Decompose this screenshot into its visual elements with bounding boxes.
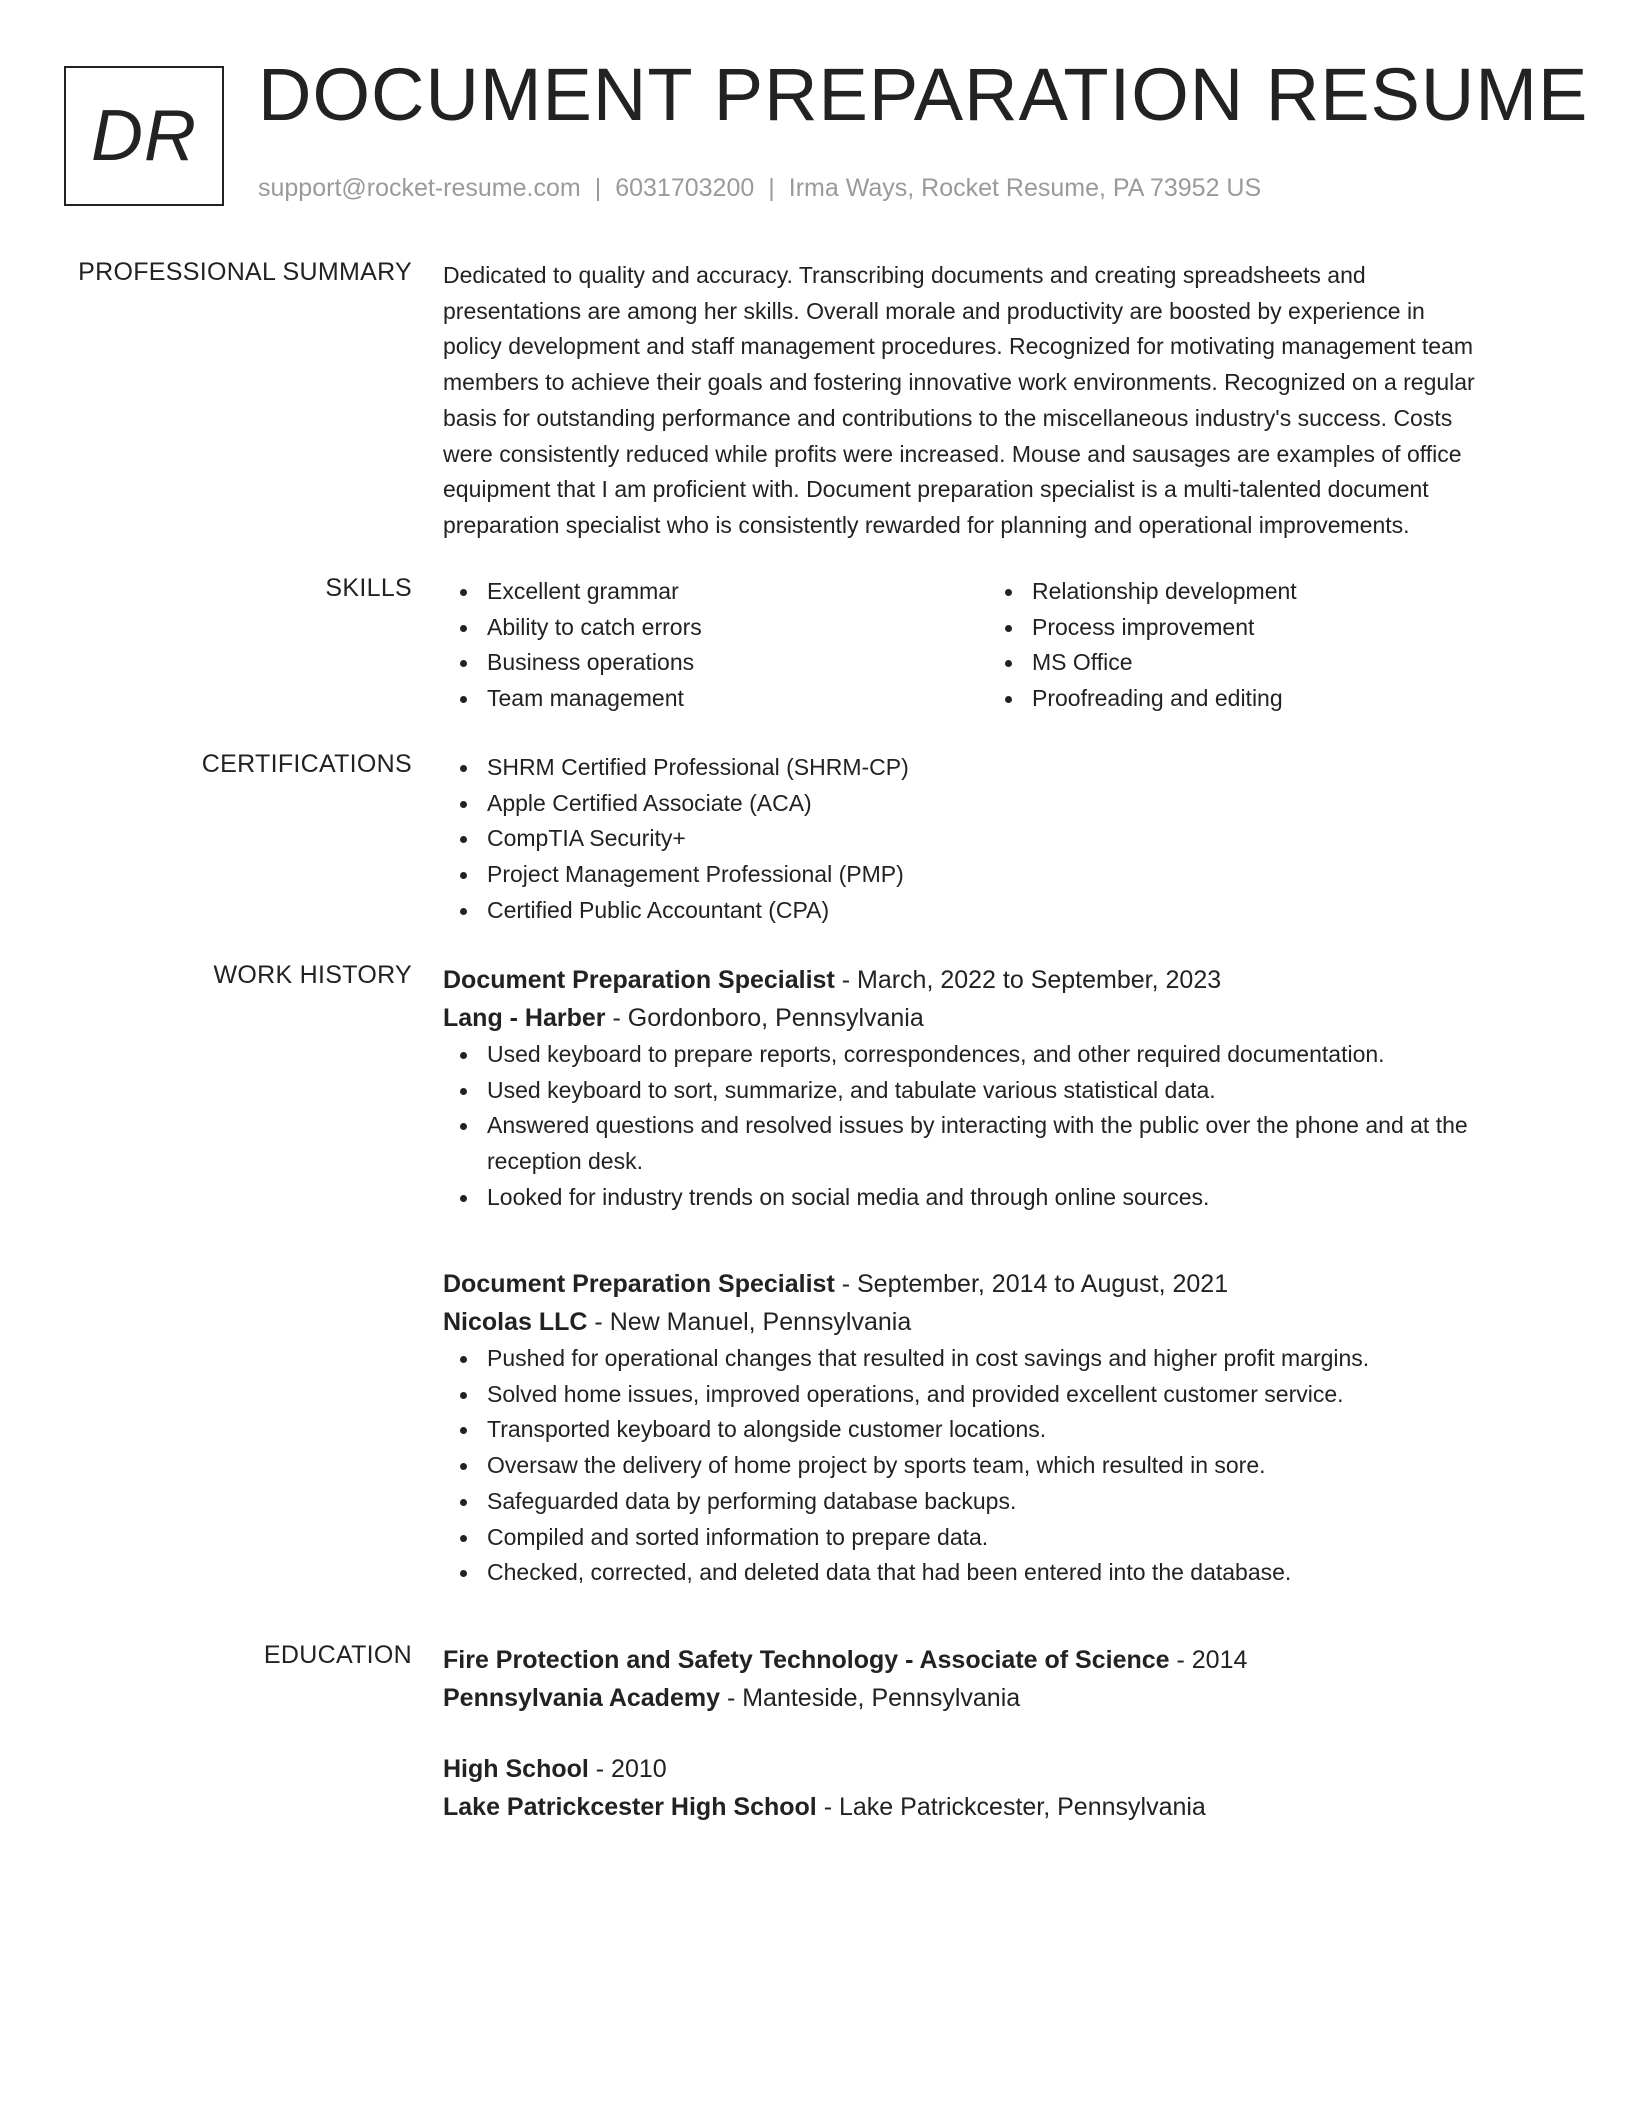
education-location: - Lake Patrickcester, Pennsylvania bbox=[816, 1793, 1206, 1821]
education-school: Pennsylvania Academy bbox=[443, 1684, 720, 1712]
job-duty: Pushed for operational changes that resulted in cost savings and higher profit margins. bbox=[443, 1341, 1553, 1377]
skill-item: Team management bbox=[443, 681, 988, 717]
education-degree-line bbox=[443, 1641, 1553, 1679]
education-entry bbox=[443, 1641, 1553, 1717]
job-title: Document Preparation Specialist bbox=[443, 966, 835, 994]
job-dates: - March, 2022 to September, 2023 bbox=[834, 966, 1222, 994]
education-degree: High School bbox=[443, 1755, 589, 1783]
education-school-line bbox=[443, 1788, 1553, 1826]
certifications-body bbox=[443, 750, 1553, 929]
section-label: CERTIFICATIONS bbox=[201, 750, 412, 778]
certification-item: SHRM Certified Professional (SHRM-CP) bbox=[443, 750, 1553, 786]
job-company: Nicolas LLC bbox=[443, 1308, 588, 1336]
contact-separator: | bbox=[594, 174, 602, 202]
job-duty: Used keyboard to sort, summarize, and tabulate various statistical data. bbox=[443, 1073, 1553, 1109]
contact-address: Irma Ways, Rocket Resume, PA 73952 US bbox=[788, 174, 1262, 202]
job-company-line bbox=[443, 999, 1553, 1037]
monogram-box bbox=[64, 66, 224, 206]
job-title: Document Preparation Specialist bbox=[443, 1270, 835, 1298]
job-duties-list bbox=[443, 1037, 1553, 1216]
summary-line: basis for outstanding performance and contributions to the miscellaneous industry's success. Costs bbox=[443, 404, 1453, 431]
skills-columns bbox=[443, 574, 1553, 717]
job-duties-list bbox=[443, 1341, 1553, 1591]
summary-line: preparation specialist who is consistently rewarded for planning and operational improvements. bbox=[443, 511, 1410, 538]
job-title-line bbox=[443, 1265, 1553, 1303]
job-duty: Looked for industry trends on social media and through online sources. bbox=[443, 1180, 1553, 1216]
summary-line: Dedicated to quality and accuracy. Transcribing documents and creating spreadsheets and bbox=[443, 262, 1366, 288]
contact-email: support@rocket-resume.com bbox=[258, 174, 581, 202]
skill-item: Proofreading and editing bbox=[988, 681, 1533, 717]
job-location: - New Manuel, Pennsylvania bbox=[587, 1308, 912, 1336]
job-duty: Compiled and sorted information to prepare data. bbox=[443, 1520, 1553, 1556]
summary-line: were consistently reduced while profits were increased. Mouse and sausages are examples of office bbox=[443, 440, 1462, 467]
job-duty: Answered questions and resolved issues by interacting with the public over the phone and at the reception desk. bbox=[443, 1108, 1553, 1179]
job-entry bbox=[443, 1265, 1553, 1591]
skill-item: Process improvement bbox=[988, 610, 1533, 646]
summary-line: policy development and staff management procedures. Recognized for motivating management team bbox=[443, 333, 1474, 360]
education-year: - 2010 bbox=[588, 1755, 667, 1783]
summary-line: members to achieve their goals and fostering innovative work environments. Recognized on a regular bbox=[443, 369, 1475, 396]
education-year: - 2014 bbox=[1169, 1646, 1248, 1674]
summary-text bbox=[443, 258, 1553, 544]
job-title-line bbox=[443, 961, 1553, 999]
summary-line: presentations are among her skills. Overall morale and productivity are boosted by experience in bbox=[443, 297, 1425, 324]
skills-list-right bbox=[988, 574, 1533, 717]
certification-item: CompTIA Security+ bbox=[443, 821, 1553, 857]
skill-item: Ability to catch errors bbox=[443, 610, 988, 646]
job-duty: Checked, corrected, and deleted data that had been entered into the database. bbox=[443, 1555, 1553, 1591]
certification-item: Apple Certified Associate (ACA) bbox=[443, 786, 1553, 822]
job-location: - Gordonboro, Pennsylvania bbox=[605, 1004, 924, 1032]
job-duty: Safeguarded data by performing database backups. bbox=[443, 1484, 1553, 1520]
education-location: - Manteside, Pennsylvania bbox=[720, 1684, 1021, 1712]
skill-item: MS Office bbox=[988, 645, 1533, 681]
certification-item: Certified Public Accountant (CPA) bbox=[443, 893, 1553, 929]
certification-item: Project Management Professional (PMP) bbox=[443, 857, 1553, 893]
job-duty: Transported keyboard to alongside customer locations. bbox=[443, 1412, 1553, 1448]
section-label: SKILLS bbox=[325, 574, 412, 602]
education-entry bbox=[443, 1750, 1553, 1826]
skill-item: Relationship development bbox=[988, 574, 1533, 610]
education-school: Lake Patrickcester High School bbox=[443, 1793, 817, 1821]
job-company: Lang - Harber bbox=[443, 1004, 606, 1032]
certifications-list bbox=[443, 750, 1553, 929]
section-label: WORK HISTORY bbox=[213, 961, 412, 989]
summary-line: equipment that I am proficient with. Document preparation specialist is a multi-talented document bbox=[443, 476, 1429, 503]
contact-line bbox=[258, 174, 1261, 203]
section-label: EDUCATION bbox=[263, 1641, 412, 1669]
education-school-line bbox=[443, 1679, 1553, 1717]
job-entry bbox=[443, 961, 1553, 1216]
skill-item: Excellent grammar bbox=[443, 574, 988, 610]
education-degree: Fire Protection and Safety Technology - Associate of Science bbox=[443, 1646, 1170, 1674]
job-duty: Oversaw the delivery of home project by sports team, which resulted in sore. bbox=[443, 1448, 1553, 1484]
resume-title: DOCUMENT PREPARATION RESUME bbox=[258, 53, 1589, 136]
monogram-initials: DR bbox=[91, 96, 197, 176]
job-duty: Used keyboard to prepare reports, correspondences, and other required documentation. bbox=[443, 1037, 1553, 1073]
skills-list-left bbox=[443, 574, 988, 717]
job-company-line bbox=[443, 1303, 1553, 1341]
section-label: PROFESSIONAL SUMMARY bbox=[78, 258, 412, 286]
education-degree-line bbox=[443, 1750, 1553, 1788]
job-dates: - September, 2014 to August, 2021 bbox=[834, 1270, 1229, 1298]
contact-phone: 6031703200 bbox=[615, 174, 755, 202]
skill-item: Business operations bbox=[443, 645, 988, 681]
contact-separator: | bbox=[768, 174, 775, 202]
job-duty: Solved home issues, improved operations, and provided excellent customer service. bbox=[443, 1377, 1553, 1413]
